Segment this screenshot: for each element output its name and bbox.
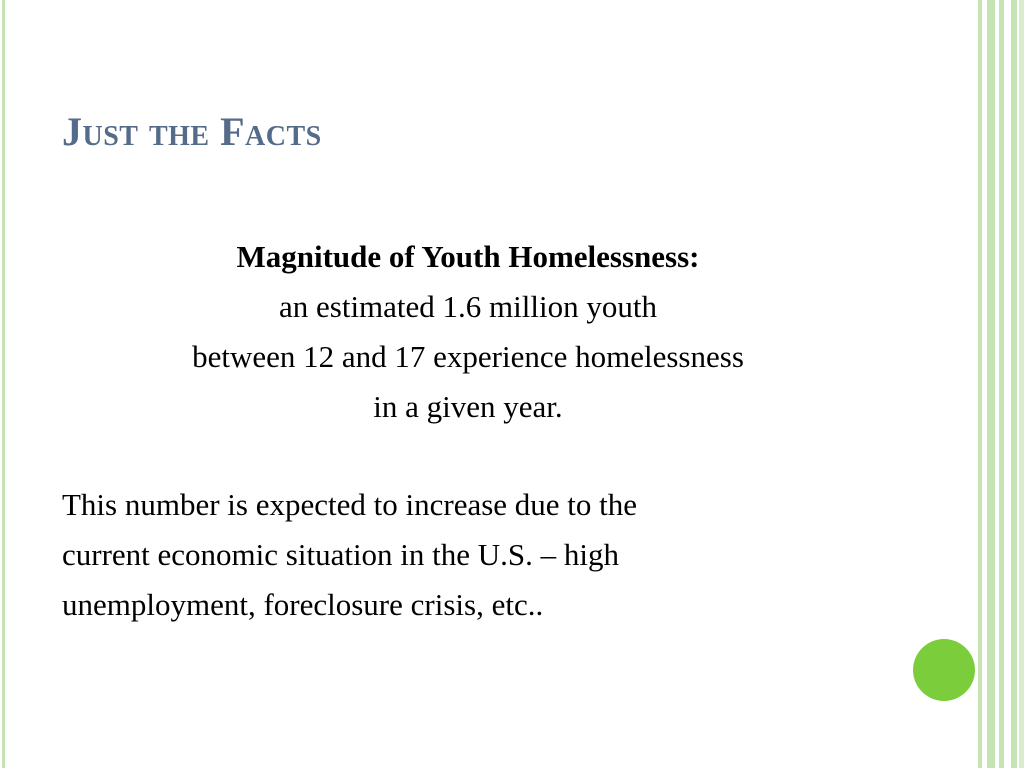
center-line: between 12 and 17 experience homelessness <box>192 339 744 374</box>
paragraph-line: This number is expected to increase due to the <box>62 487 638 522</box>
right-decorative-stripe <box>1011 0 1017 768</box>
paragraph-line: current economic situation in the U.S. – high <box>62 537 620 572</box>
right-decorative-stripe <box>987 0 995 768</box>
body-paragraph <box>62 480 862 630</box>
right-decorative-stripe <box>1019 0 1024 768</box>
paragraph-line: unemployment, foreclosure crisis, etc.. <box>62 587 544 622</box>
right-decorative-stripe <box>978 0 982 768</box>
left-border-line <box>2 0 5 768</box>
slide-title: Just the Facts <box>62 109 322 154</box>
green-circle-decoration <box>913 639 975 701</box>
center-line: an estimated 1.6 million youth <box>279 289 657 324</box>
center-text-block <box>62 232 874 432</box>
right-decorative-stripe <box>999 0 1004 768</box>
center-line: in a given year. <box>373 389 563 424</box>
center-heading: Magnitude of Youth Homelessness: <box>236 239 700 274</box>
